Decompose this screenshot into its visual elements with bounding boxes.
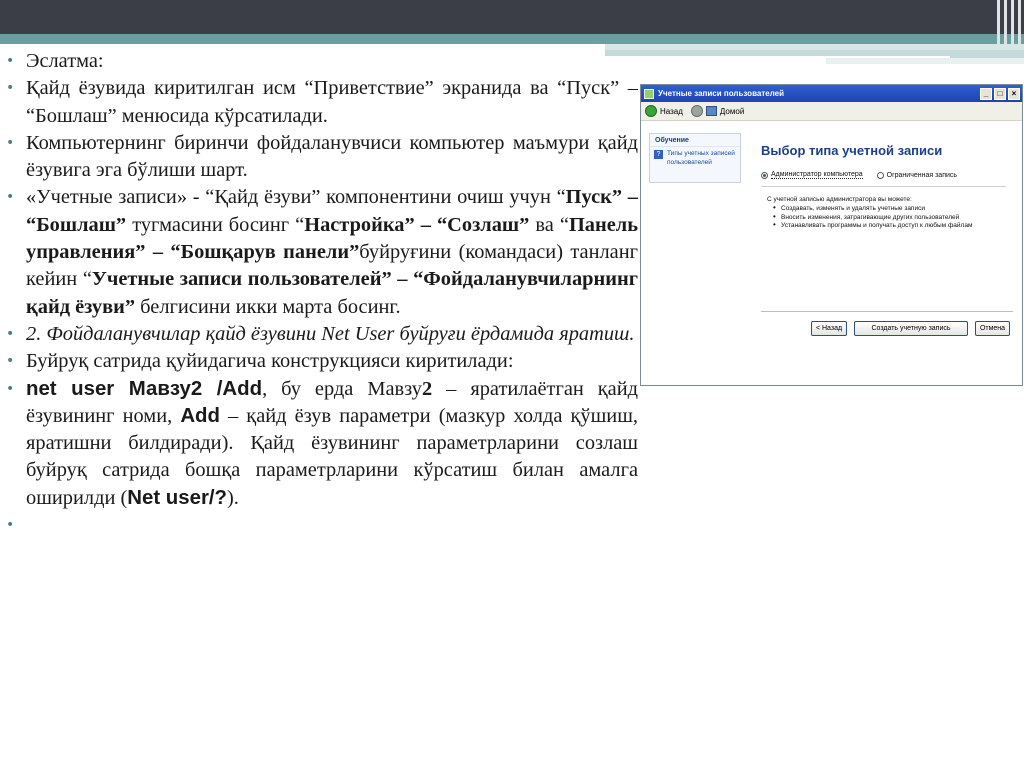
- bullet-item-empty: [6, 512, 638, 539]
- user-accounts-icon: [644, 89, 654, 99]
- radio-unselected-icon[interactable]: [877, 172, 884, 179]
- radio-selected-icon[interactable]: [761, 172, 768, 179]
- description-intro: С учетной записью администратора вы можете:: [767, 196, 912, 203]
- header-dark-band: [0, 0, 1024, 34]
- radio-limited[interactable]: Ограниченная запись: [877, 171, 957, 179]
- bullet-item: • net user Мавзу2 /Add, бу ерда Мавзу2 – яратилаётган қайд ёзувининг номи, Add – қайд ёзув параметри (мазкур холда қўшиш, яратишни билдиради). Қайд ёзувининг параметрларини созлаш буйруқ сатрида бошқа параметрларини кўрсатиш билан амалга оширилди (Net user/?).: [6, 376, 638, 512]
- bullet-item: • Қайд ёзувида киритилган исм “Приветствие” экранида ва “Пуск” – “Бошлаш” менюсида кўрсатилади.: [6, 75, 638, 130]
- home-icon[interactable]: [706, 106, 717, 116]
- window-titlebar: [641, 85, 1022, 102]
- account-types-link[interactable]: [650, 147, 740, 170]
- help-icon: ?: [654, 150, 663, 159]
- window-toolbar: [641, 102, 1022, 121]
- slide-bullet-list: [6, 48, 638, 539]
- page-title: Выбор типа учетной записи: [761, 143, 943, 158]
- description-item: • Вносить изменения, затрагивающие других пользователей: [781, 214, 972, 223]
- bullet-item: • 2. Фойдаланувчилар қайд ёзувини Net User буйруғи ёрдамида яратиш.: [6, 321, 638, 348]
- admin-description: [767, 196, 972, 231]
- maximize-icon[interactable]: □: [994, 88, 1006, 100]
- create-account-button[interactable]: Создать учетную запись: [854, 321, 968, 336]
- learn-about-panel: [649, 133, 741, 183]
- radio-admin[interactable]: Администратор компьютера: [761, 171, 863, 179]
- header-vertical-stripes: [994, 0, 1024, 44]
- bullet-item: • Буйруқ сатрида қуйидагича конструкцияси киритилади:: [6, 348, 638, 375]
- window-title: Учетные записи пользователей: [658, 89, 785, 98]
- description-item: • Создавать, изменять и удалять учетные записи: [781, 205, 972, 214]
- divider: [761, 311, 1013, 312]
- panel-heading: Обучение: [650, 134, 740, 147]
- header-teal-band: [0, 34, 1024, 44]
- close-icon[interactable]: ×: [1008, 88, 1020, 100]
- dialog-buttons: [811, 321, 1010, 336]
- bullet-item: • «Учетные записи» - “Қайд ёзуви” компонентини очиш учун “Пуск” – “Бошлаш” тугмасини босинг “Настройка” – “Созлаш” ва “Панель управления” – “Бошқарув панели”буйруғини (командаси) танланг кейин “Учетные записи пользователей” – “Фойдаланувчиларнинг қайд ёзуви” белгисини икки марта босинг.: [6, 184, 638, 320]
- forward-arrow-icon[interactable]: [691, 105, 703, 117]
- cancel-button[interactable]: Отмена: [975, 321, 1010, 336]
- back-label[interactable]: Назад: [660, 106, 683, 116]
- account-types-link-label[interactable]: Типы учетных записей пользователей: [667, 150, 735, 166]
- back-arrow-icon[interactable]: [645, 105, 657, 117]
- minimize-icon[interactable]: _: [980, 88, 992, 100]
- divider: [761, 186, 1006, 187]
- home-label[interactable]: Домой: [719, 106, 745, 116]
- account-type-radios: [761, 171, 971, 179]
- back-button[interactable]: < Назад: [811, 321, 847, 336]
- bullet-item: • Эслатма:: [6, 48, 638, 75]
- bullet-item: • Компьютернинг биринчи фойдаланувчиси компьютер маъмури қайд ёзувига эга бўлиши шарт.: [6, 130, 638, 185]
- user-accounts-window: [640, 84, 1023, 386]
- description-item: • Устанавливать программы и получать доступ к любым файлам: [781, 222, 972, 231]
